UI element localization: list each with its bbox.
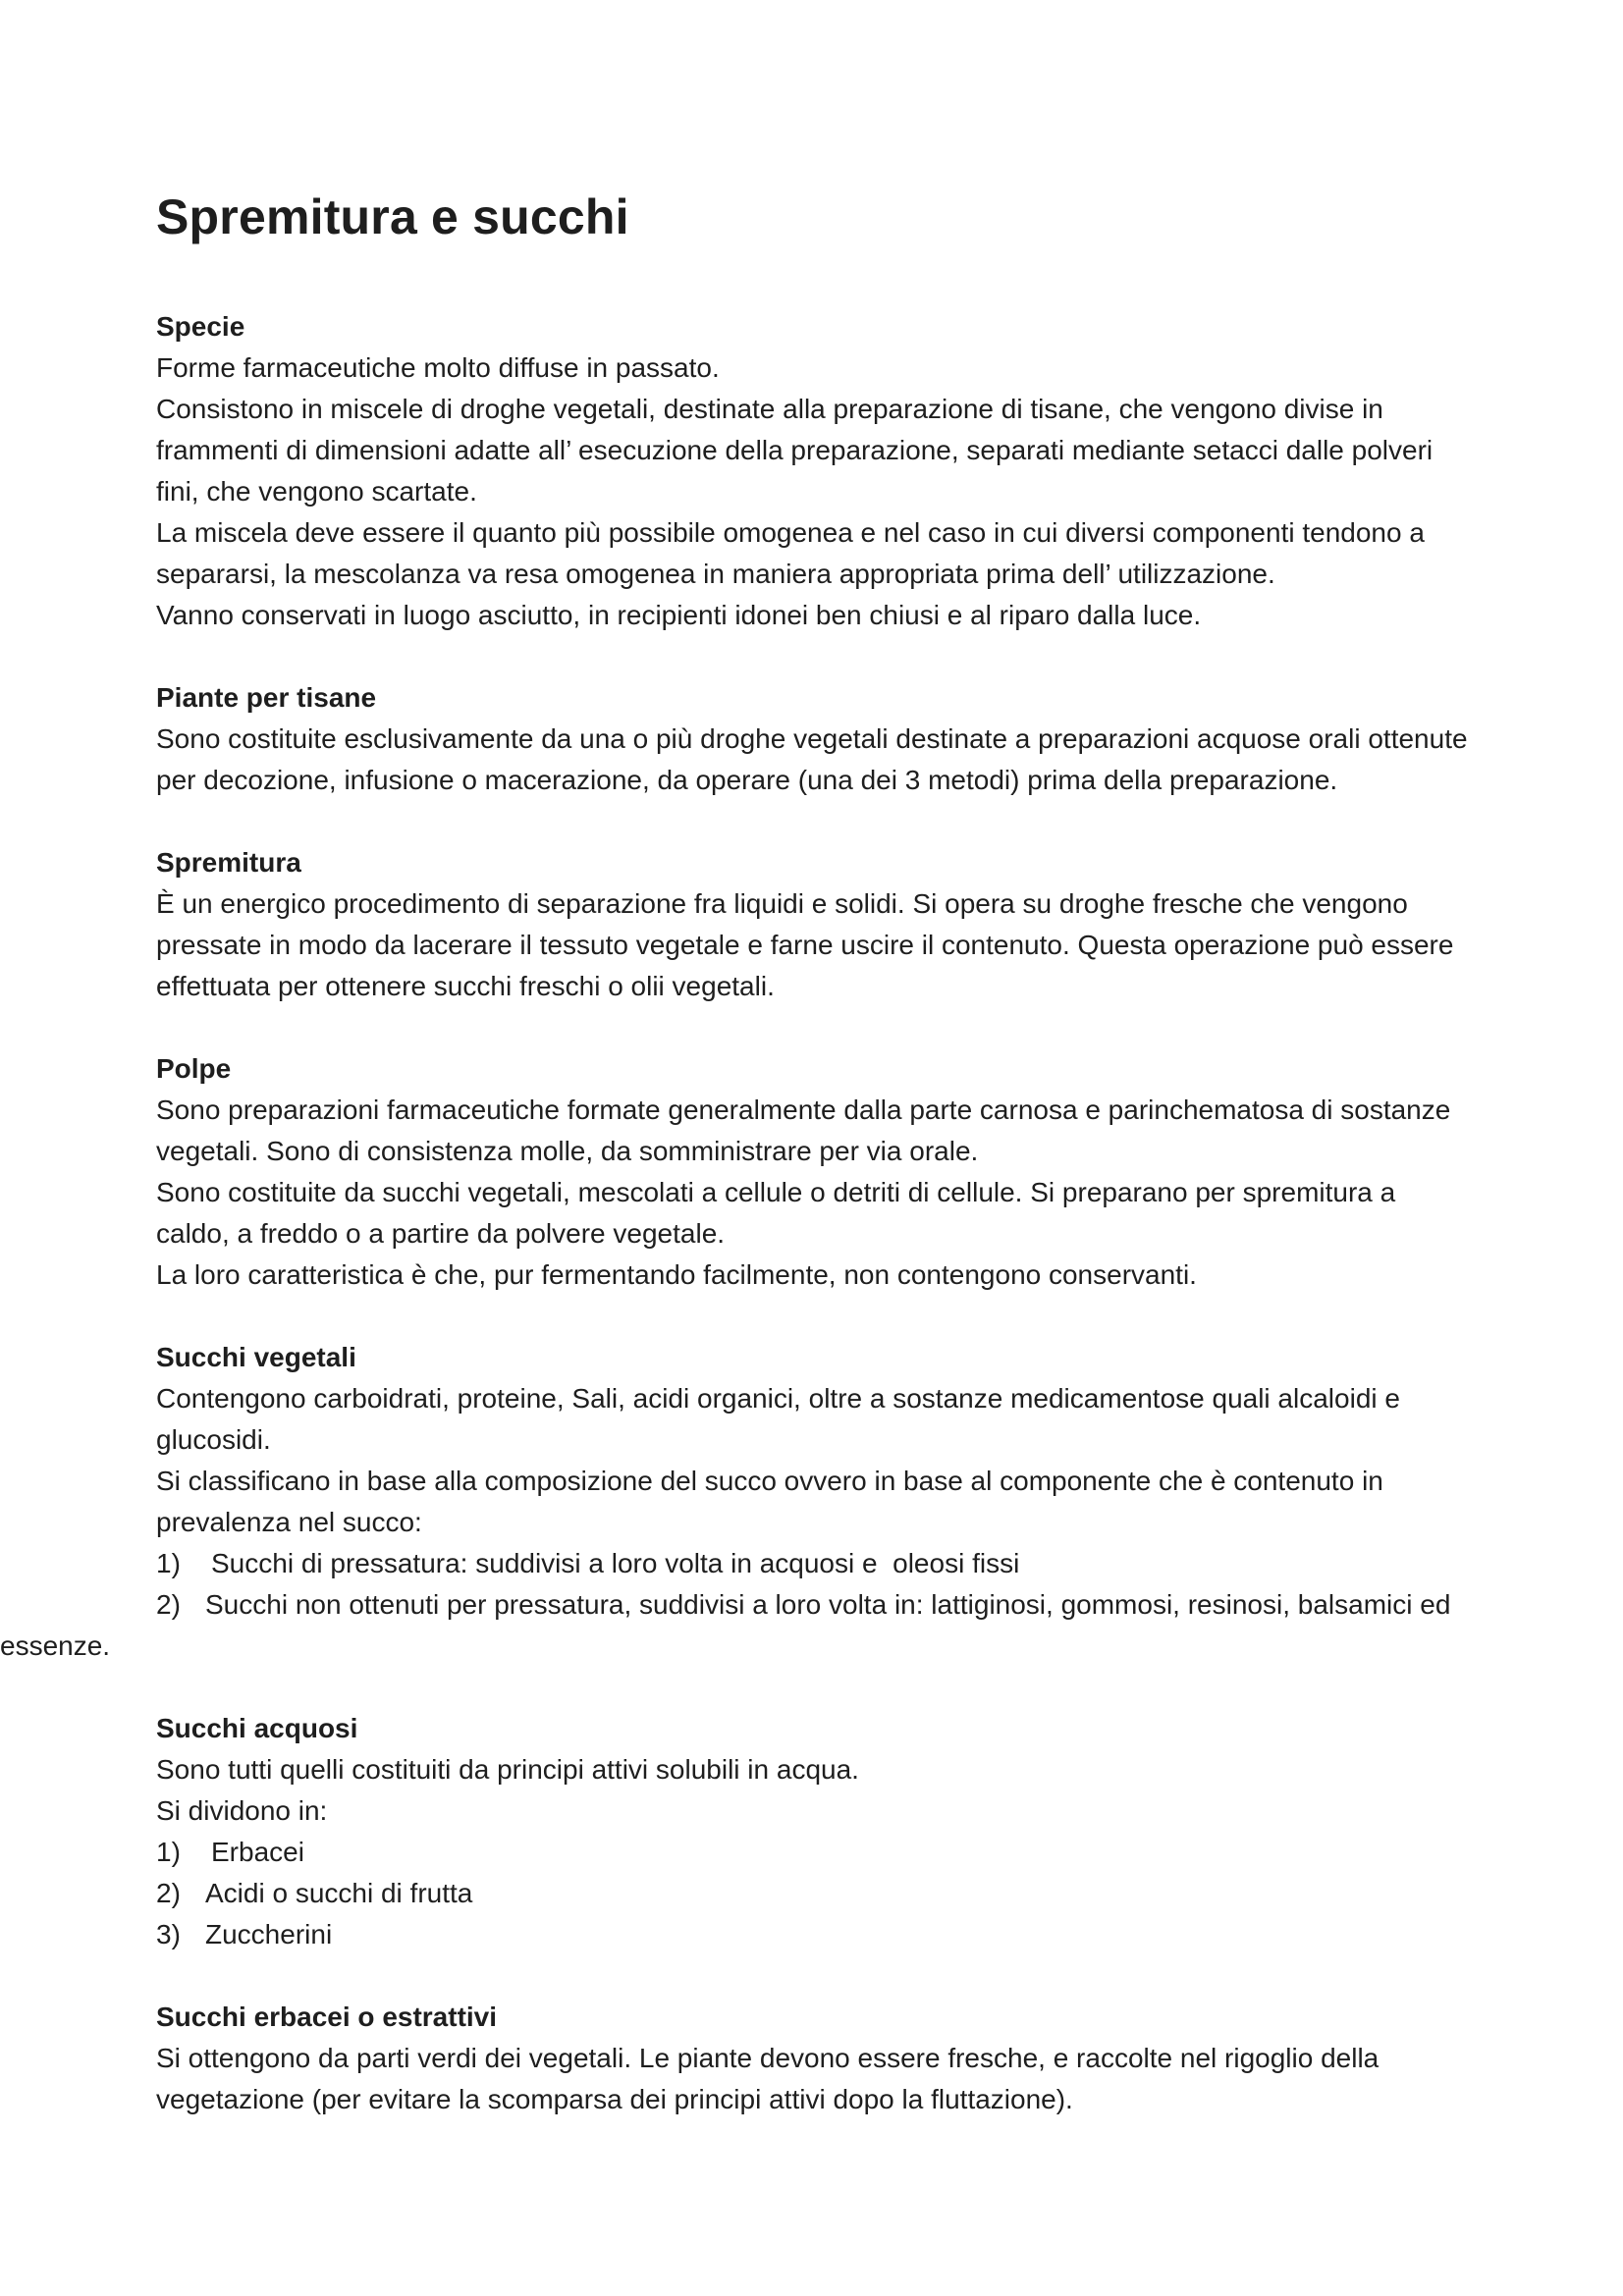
paragraph: Vanno conservati in luogo asciutto, in recipienti idonei ben chiusi e al riparo dalla luce.	[156, 600, 1202, 630]
section-heading: Piante per tisane	[156, 682, 377, 713]
paragraph: La loro caratteristica è che, pur fermentando facilmente, non contengono conservanti.	[156, 1259, 1197, 1290]
section-succhi-vegetali	[0, 1337, 1476, 1667]
paragraph: Contengono carboidrati, proteine, Sali, acidi organici, oltre a sostanze medicamentose quali alcaloidi e glucosidi.	[156, 1383, 1400, 1455]
list-item	[156, 1914, 1476, 1955]
section-heading: Polpe	[156, 1053, 232, 1084]
paragraph: Sono preparazioni farmaceutiche formate generalmente dalla parte carnosa e parinchematosa di sostanze vegetali. Sono di consistenza molle, da somministrare per via orale.	[156, 1095, 1451, 1166]
section-spremitura	[156, 842, 1476, 1007]
list-number: 1)	[156, 1837, 181, 1867]
section-heading: Specie	[156, 311, 245, 342]
section-heading: Succhi acquosi	[156, 1713, 358, 1743]
paragraph: Sono costituite esclusivamente da una o più droghe vegetali destinate a preparazioni acquose orali ottenute per decozione, infusione o macerazione, da operare (una dei 3 metodi) prima della preparazione.	[156, 723, 1468, 795]
paragraph: È un energico procedimento di separazione fra liquidi e solidi. Si opera su droghe fresche che vengono pressate in modo da lacerare il tessuto vegetale e farne uscire il contenuto. Questa operazione può essere effettuata per ottenere succhi freschi o olii vegetali.	[156, 888, 1454, 1001]
list-text: Acidi o succhi di frutta	[205, 1878, 473, 1908]
list-number: 2)	[156, 1878, 181, 1908]
section-heading: Succhi erbacei o estrattivi	[156, 2002, 498, 2032]
paragraph: Si ottengono da parti verdi dei vegetali. Le piante devono essere fresche, e raccolte nel rigoglio della vegetazione (per evitare la scomparsa dei principi attivi dopo la fluttazione).	[156, 2043, 1380, 2114]
section-heading: Succhi vegetali	[156, 1342, 356, 1372]
list-text: Succhi non ottenuti per pressatura, suddivisi a loro volta in: lattiginosi, gommosi, resinosi, balsamici ed essenze.	[0, 1589, 1451, 1661]
paragraph: La miscela deve essere il quanto più possibile omogenea e nel caso in cui diversi componenti tendono a separarsi, la mescolanza va resa omogenea in maniera appropriata prima dell’ utilizzazione.	[156, 517, 1425, 589]
list-text: Erbacei	[211, 1837, 304, 1867]
section-piante-per-tisane	[156, 677, 1476, 801]
page-title: Spremitura e succhi	[156, 189, 629, 244]
list-text: Succhi di pressatura: suddivisi a loro volta in acquosi e oleosi fissi	[211, 1548, 1020, 1578]
paragraph: Consistono in miscele di droghe vegetali, destinate alla preparazione di tisane, che vengono divise in frammenti di dimensioni adatte all’ esecuzione della preparazione, separati mediante setacci dalle polveri fini, che vengono scartate.	[156, 394, 1434, 507]
section-succhi-acquosi	[156, 1708, 1476, 1955]
list-item	[0, 1584, 1476, 1667]
section-succhi-erbacei	[156, 1997, 1476, 2120]
list-item	[156, 1543, 1476, 1584]
section-heading: Spremitura	[156, 847, 301, 878]
paragraph: Si classificano in base alla composizione del succo ovvero in base al componente che è contenuto in prevalenza nel succo:	[156, 1466, 1383, 1537]
list-item	[156, 1832, 1476, 1873]
list-text: Zuccherini	[205, 1919, 333, 1949]
section-polpe	[156, 1048, 1476, 1296]
paragraph: Sono costituite da succhi vegetali, mescolati a cellule o detriti di cellule. Si preparano per spremitura a caldo, a freddo o a partire da polvere vegetale.	[156, 1177, 1396, 1249]
list-number: 2)	[156, 1589, 181, 1620]
paragraph: Sono tutti quelli costituiti da principi attivi solubili in acqua.	[156, 1754, 859, 1785]
list-number: 1)	[156, 1548, 181, 1578]
list-number: 3)	[156, 1919, 181, 1949]
paragraph: Forme farmaceutiche molto diffuse in passato.	[156, 352, 720, 383]
section-specie	[156, 306, 1476, 636]
list-item	[156, 1873, 1476, 1914]
paragraph: Si dividono in:	[156, 1795, 328, 1826]
